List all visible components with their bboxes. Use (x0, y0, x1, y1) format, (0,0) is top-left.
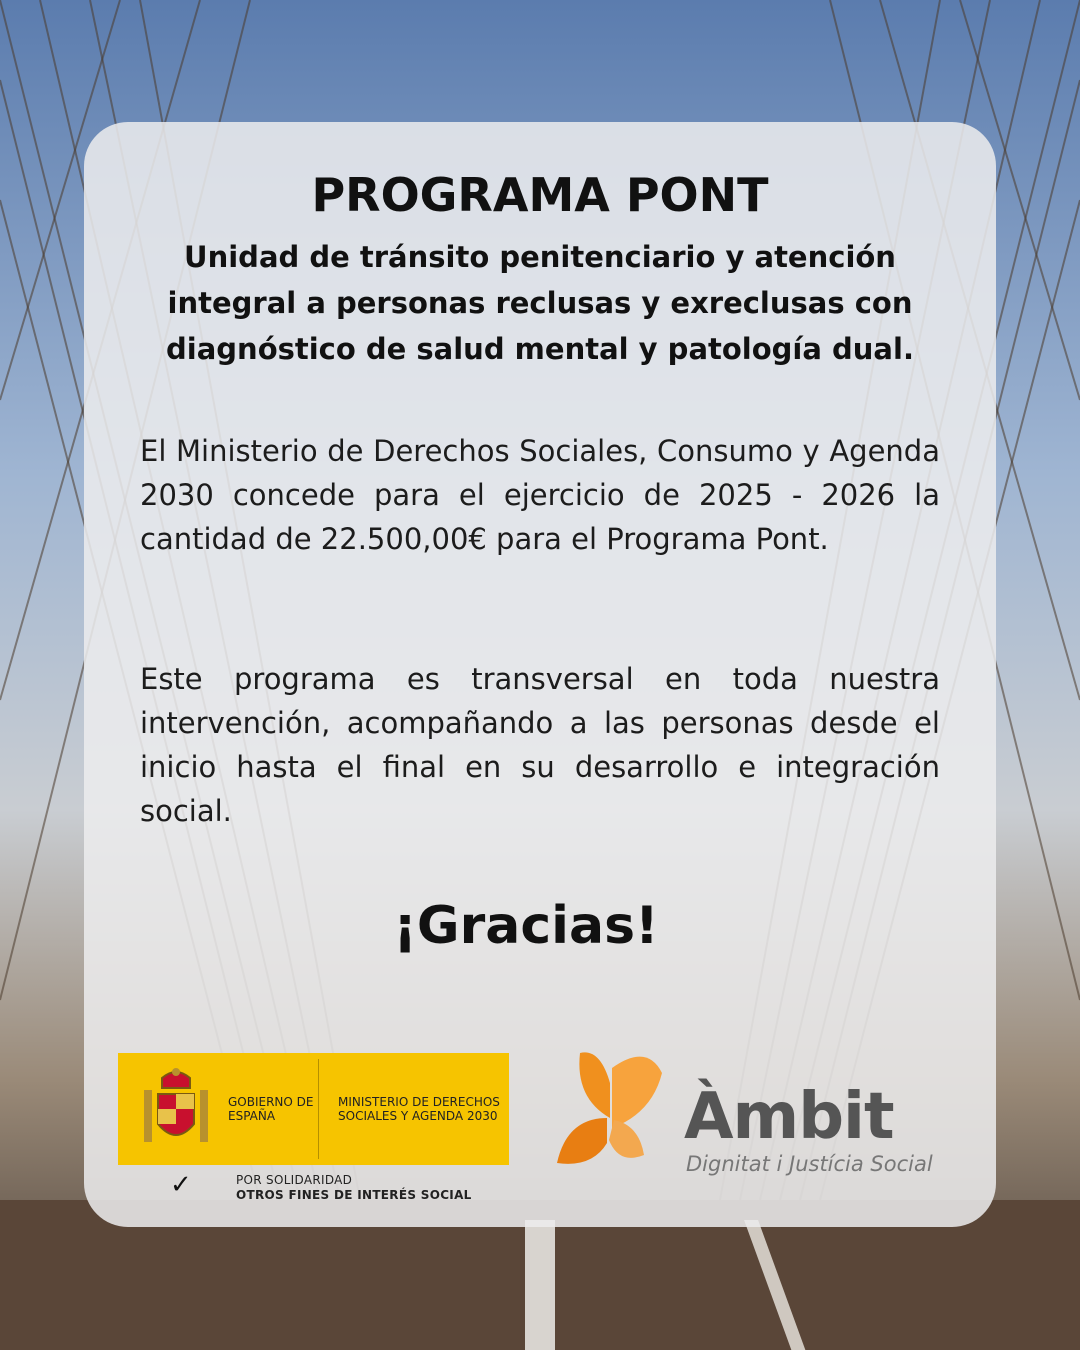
solidarity-label: POR SOLIDARIDAD (236, 1173, 353, 1187)
program-subtitle: Unidad de tránsito penitenciario y atención integral a personas reclusas y exreclusas con diagnóstico de salud mental y patología dual. (166, 240, 914, 366)
program-description-paragraph: Este programa es transversal en toda nuestra intervención, acompañando a las personas desde el inicio hasta el final en su desarrollo e integración social. (140, 662, 940, 828)
thanks-message: ¡Gracias! (393, 896, 659, 956)
coat-of-arms-icon (136, 1064, 216, 1154)
checkmark-icon: ✓ (170, 1170, 192, 1200)
logo-divider (318, 1059, 319, 1159)
government-logo (118, 1053, 509, 1165)
ministry-label: MINISTERIO DE DERECHOS SOCIALES Y AGENDA 2030 (338, 1095, 500, 1123)
government-label: GOBIERNO DE ESPAÑA (228, 1095, 314, 1123)
ambit-logo-name: Àmbit (684, 1080, 894, 1154)
funding-paragraph: El Ministerio de Derechos Sociales, Consumo y Agenda 2030 concede para el ejercicio de 2025 - 2026 la cantidad de 22.500,00€ para el Programa Pont. (140, 434, 940, 556)
solidarity-purpose-label: OTROS FINES DE INTERÉS SOCIAL (236, 1188, 472, 1202)
ambit-tagline: Dignitat i Justícia Social (686, 1152, 933, 1176)
butterfly-icon (552, 1048, 672, 1182)
page-title: PROGRAMA PONT (311, 168, 769, 222)
